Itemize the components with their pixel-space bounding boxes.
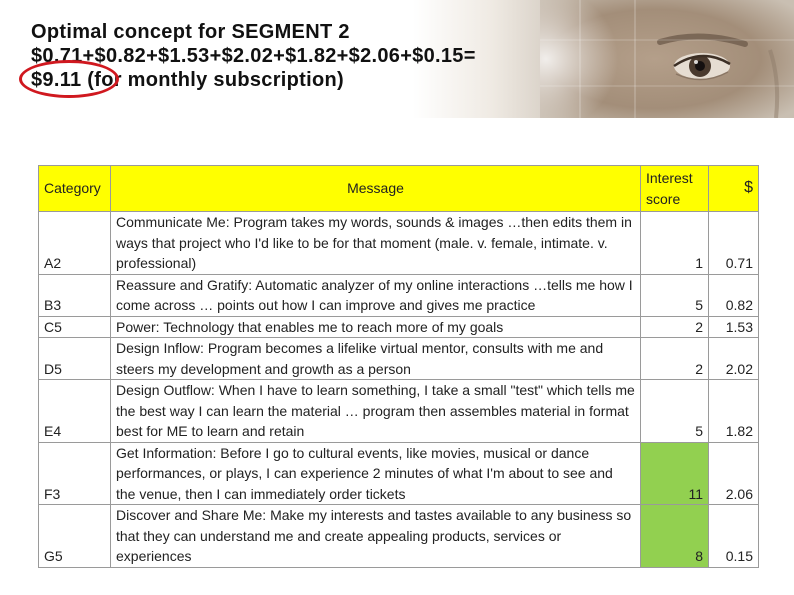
header-banner [0, 0, 794, 118]
header-category: Category [39, 166, 111, 212]
row-score-highlighted: 8 [641, 505, 709, 568]
row-category: B3 [39, 274, 111, 316]
row-category: G5 [39, 505, 111, 568]
table-row [39, 316, 759, 338]
row-value: 2.02 [709, 338, 759, 380]
title-line-2: $0.71+$0.82+$1.53+$2.02+$1.82+$2.06+$0.15= [31, 45, 476, 67]
row-score: 2 [641, 316, 709, 338]
row-score: 1 [641, 212, 709, 275]
row-message: Discover and Share Me: Make my interests and tastes available to any business so that they can understand me and create appealing products, services or experiences [111, 505, 641, 568]
row-message: Design Inflow: Program becomes a lifelike virtual mentor, consults with me and steers my development and growth as a person [111, 338, 641, 380]
row-category: E4 [39, 380, 111, 443]
row-category: C5 [39, 316, 111, 338]
row-value: 1.82 [709, 380, 759, 443]
row-value: 1.53 [709, 316, 759, 338]
table-row [39, 380, 759, 443]
table-row [39, 212, 759, 275]
row-score: 5 [641, 274, 709, 316]
row-score-highlighted: 11 [641, 442, 709, 505]
table-row [39, 505, 759, 568]
total-price-text: $9.11 [31, 69, 82, 91]
row-category: F3 [39, 442, 111, 505]
row-value: 0.15 [709, 505, 759, 568]
row-value: 0.82 [709, 274, 759, 316]
message-table [38, 165, 759, 568]
subscription-note: (for monthly subscription) [81, 69, 344, 91]
title-line-3 [31, 68, 476, 92]
slide-title [31, 20, 476, 92]
row-score: 2 [641, 338, 709, 380]
table-row [39, 442, 759, 505]
table-row [39, 274, 759, 316]
header-interest-score: Interest score [641, 166, 709, 212]
row-value: 0.71 [709, 212, 759, 275]
row-message: Design Outflow: When I have to learn something, I take a small "test" which tells me the best way I can learn the material … program then assembles material in format best for ME to learn and retain [111, 380, 641, 443]
table-header-row [39, 166, 759, 212]
red-circle-highlight [19, 60, 119, 98]
row-score: 5 [641, 380, 709, 443]
table-row [39, 338, 759, 380]
row-category: A2 [39, 212, 111, 275]
row-value: 2.06 [709, 442, 759, 505]
header-dollar: $ [709, 166, 759, 212]
face-photo-image [540, 0, 794, 118]
title-line-1: Optimal concept for SEGMENT 2 [31, 21, 350, 43]
header-message: Message [111, 166, 641, 212]
row-message: Get Information: Before I go to cultural events, like movies, musical or dance performances, or plays, I can experience 2 minutes of what I'm about to see and the venue, then I can immediately order tickets [111, 442, 641, 505]
row-message: Reassure and Gratify: Automatic analyzer of my online interactions …tells me how I come across … points out how I can improve and gives me practice [111, 274, 641, 316]
row-category: D5 [39, 338, 111, 380]
total-price [31, 68, 81, 92]
row-message: Communicate Me: Program takes my words, sounds & images …then edits them in ways that project who I'd like to be for that moment (male. v. female, intimate. v. professional) [111, 212, 641, 275]
row-message: Power: Technology that enables me to reach more of my goals [111, 316, 641, 338]
